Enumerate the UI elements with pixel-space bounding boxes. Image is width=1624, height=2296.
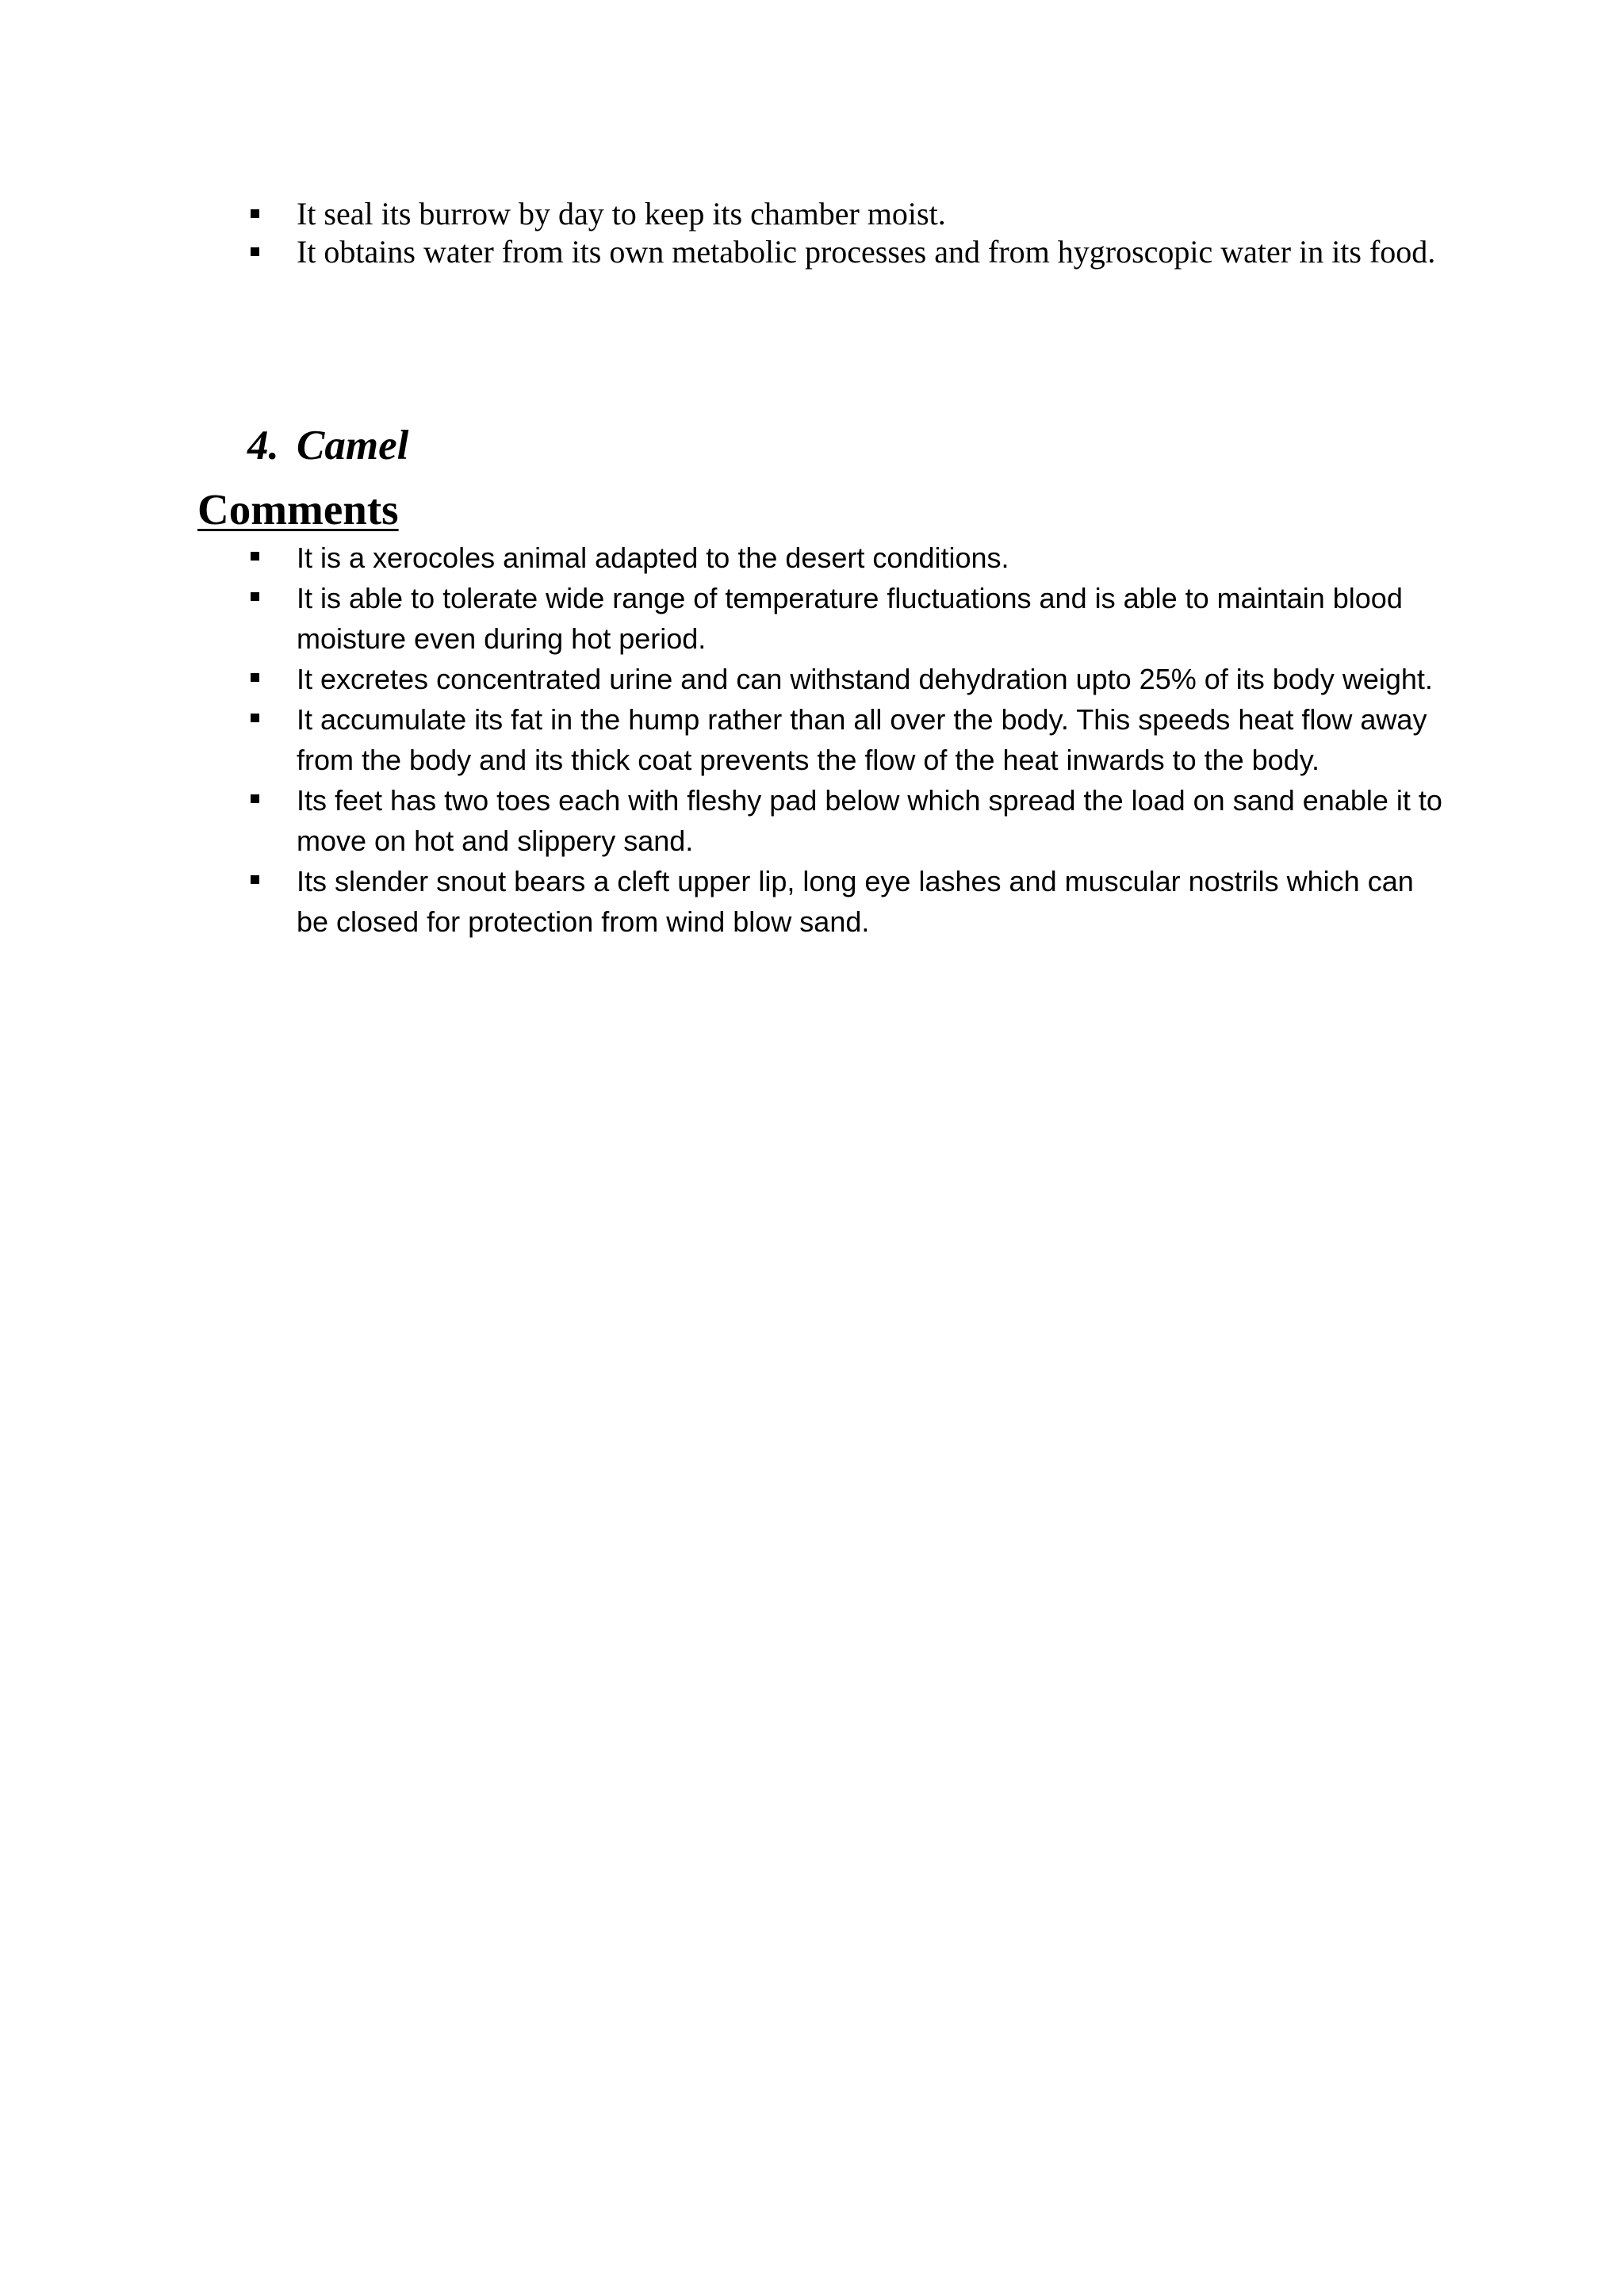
list-item-text: It is able to tolerate wide range of temperature fluctuations and is able to maintain blood moisture even during hot period.: [297, 582, 1403, 655]
list-item: [200, 195, 1437, 233]
square-bullet-icon: [251, 714, 259, 722]
list-item: [200, 659, 1453, 699]
square-bullet-icon: [251, 209, 259, 218]
list-item: [200, 233, 1437, 271]
list-item: [200, 780, 1453, 861]
list-item-text: It seal its burrow by day to keep its chamber moist.: [297, 196, 946, 232]
square-bullet-icon: [251, 875, 259, 884]
section-number: 4.: [247, 423, 279, 469]
list-item: [200, 699, 1453, 780]
list-item-text: It obtains water from its own metabolic processes and from hygroscopic water in its food.: [297, 234, 1436, 270]
square-bullet-icon: [251, 592, 259, 601]
square-bullet-icon: [251, 673, 259, 682]
list-item: [200, 861, 1453, 942]
section-heading-camel: [247, 420, 408, 471]
list-item-text: It excretes concentrated urine and can withstand dehydration upto 25% of its body weight.: [297, 663, 1433, 695]
list-item: [200, 538, 1453, 578]
list-item-text: It accumulate its fat in the hump rather than all over the body. This speeds heat flow away from the body and its thick coat prevents the flow of the heat inwards to the body.: [297, 703, 1427, 776]
list-item-text: Its slender snout bears a cleft upper lip, long eye lashes and muscular nostrils which can be closed for protection from wind blow sand.: [297, 865, 1414, 938]
list-item-text: It is a xerocoles animal adapted to the desert conditions.: [297, 541, 1009, 574]
section-title: Camel: [297, 423, 409, 469]
camel-comments-list: [200, 538, 1453, 942]
list-item-text: Its feet has two toes each with fleshy pad below which spread the load on sand enable it to move on hot and slippery sand.: [297, 784, 1442, 857]
square-bullet-icon: [251, 794, 259, 803]
list-item: [200, 578, 1453, 659]
square-bullet-icon: [251, 247, 259, 256]
intro-bullet-list: [200, 195, 1437, 271]
comments-heading: Comments: [197, 485, 399, 534]
square-bullet-icon: [251, 552, 259, 561]
